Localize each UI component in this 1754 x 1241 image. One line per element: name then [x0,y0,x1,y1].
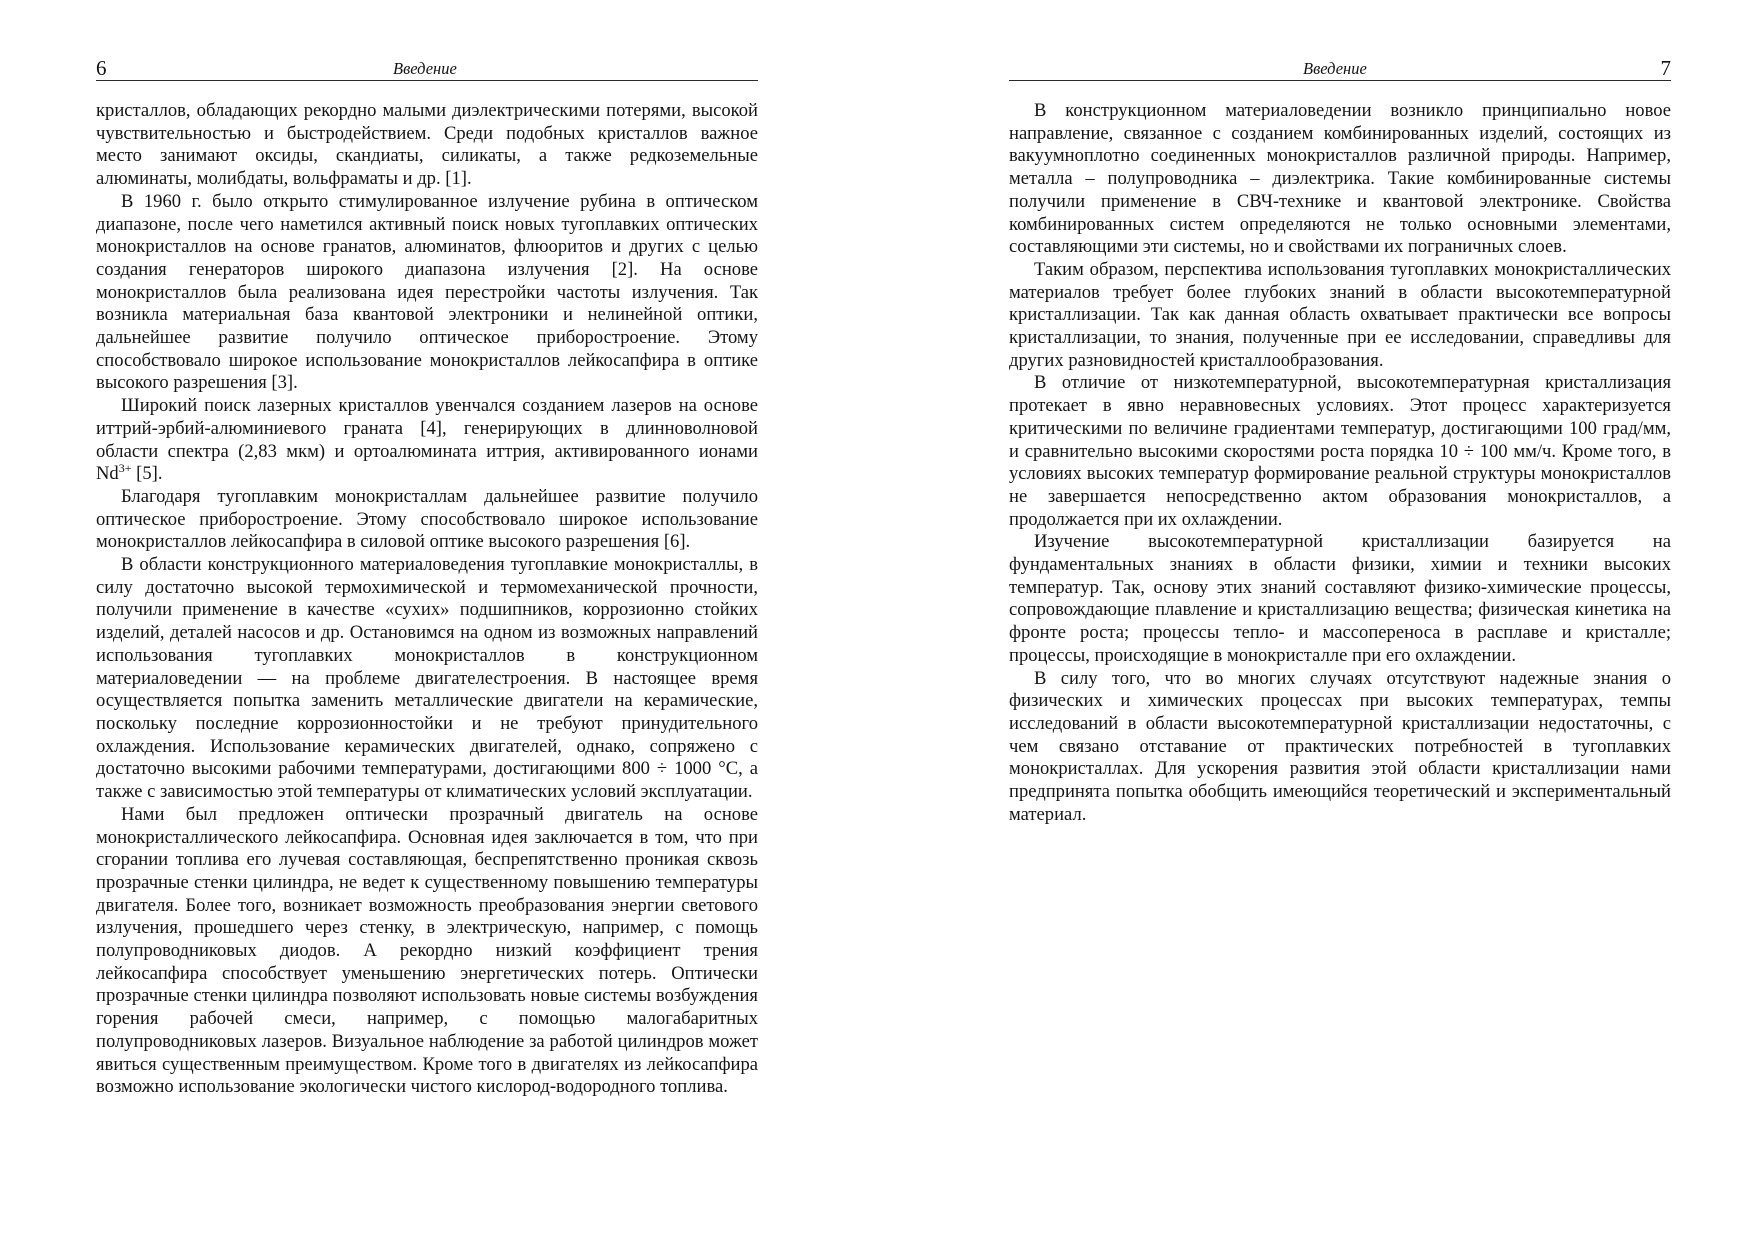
running-head [1009,52,1671,81]
paragraph-text: Широкий поиск лазерных кристаллов увенчался созданием лазеров на основе иттрий-эрбий-алюминиевого граната [4], генерирующих в длинноволновой области спектра (2,83 мкм) и ортоалюмината иттрия, активированного ионами Nd [96,395,758,485]
running-title: Введение [393,59,457,78]
body-text [1009,100,1671,827]
paragraph [96,395,758,486]
paragraph: Благодаря тугоплавким монокристаллам дальнейшее развитие получило оптическое приборостроение. Этому способствовало широкое использование монокристаллов лейкосапфира в силовой оптике высокого разрешения [6]. [96,485,758,553]
paragraph-text-tail: [5]. [131,463,163,485]
page-number: 7 [1660,56,1671,80]
running-head [96,52,758,81]
paragraph: В 1960 г. было открыто стимулированное излучение рубина в оптическом диапазоне, после чего наметился активный поиск новых тугоплавких оптических монокристаллов на основе гранатов, алюминатов, флюоритов и других с целью создания генераторов широкого диапазона излучения [2]. На основе монокристаллов была реализована идея перестройки частоты излучения. Так возникла материальная база квантовой электроники и нелинейной оптики, дальнейшее развитие получило оптическое приборостроение. Этому способствовало широкое использование монокристаллов лейкосапфира в оптике высокого разрешения [3]. [96,190,758,394]
paragraph: кристаллов, обладающих рекордно малыми диэлектрическими потерями, высокой чувствительностью и быстродействием. Среди подобных кристаллов важное место занимают оксиды, скандиаты, силикаты, а также редкоземельные алюминаты, молибдаты, вольфраматы и др. [1]. [96,100,758,190]
body-text [96,100,758,1099]
paragraph: В отличие от низкотемпературной, высокотемпературная кристаллизация протекает в явно неравновесных условиях. Этот процесс характеризуется критическими по величине градиентами температур, достигающими 100 град/мм, и сравнительно высокими скоростями роста порядка 10 ÷ 100 мм/ч. Кроме того, в условиях высоких температур формирование реальной структуры монокристаллов не завершается непосредственно актом образования монокристаллов, а продолжается при их охлаждении. [1009,372,1671,530]
running-title: Введение [1303,59,1367,78]
right-page [1009,52,1671,827]
left-page [96,52,758,1099]
paragraph: Нами был предложен оптически прозрачный двигатель на основе монокристаллического лейкосапфира. Основная идея заключается в том, что при сгорании топлива его лучевая составляющая, беспрепятственно проникая сквозь прозрачные стенки цилиндра, не ведет к существенному повышению температуры двигателя. Более того, возникает возможность преобразования энергии светового излучения, прошедшего через стенку, в электрическую, например, с помощь полупроводниковых диодов. А рекордно низкий коэффициент трения лейкосапфира способствует уменьшению энергетических потерь. Оптически прозрачные стенки цилиндра позволяют использовать новые системы возбуждения горения рабочей смеси, например, с помощью малогабаритных полупроводниковых лазеров. Визуальное наблюдение за работой цилиндров может явиться существенным преимуществом. Кроме того в двигателях из лейкосапфира возможно использование экологически чистого кислород-водородного топлива. [96,803,758,1098]
paragraph: В силу того, что во многих случаях отсутствуют надежные знания о физических и химических процессах при высоких температурах, темпы исследований в области высокотемпературной кристаллизации недостаточны, с чем связано отставание от практических потребностей в тугоплавких монокристаллах. Для ускорения развития этой области кристаллизации нами предпринята попытка обобщить имеющийся теоретический и экспериментальный материал. [1009,667,1671,825]
superscript: 3+ [118,461,132,476]
paragraph: Изучение высокотемпературной кристаллизации базируется на фундаментальных знаниях в области физики, химии и техники высоких температур. Так, основу этих знаний составляют физико-химические процессы, сопровождающие плавление и кристаллизацию вещества; физическая кинетика на фронте роста; процессы тепло- и массопереноса в расплаве и кристалле; процессы, происходящие в монокристалле при его охлаждении. [1009,531,1671,666]
paragraph: В конструкционном материаловедении возникло принципиально новое направление, связанное с созданием комбинированных изделий, состоящих из вакуумноплотно соединенных монокристаллов различной природы. Например, металла – полупроводника – диэлектрика. Такие комбинированные системы получили применение в СВЧ-технике и квантовой электронике. Свойства комбинированных систем определяются не только основными элементами, составляющими эти системы, но и свойствами их пограничных слоев. [1009,100,1671,258]
page-number: 6 [96,56,107,80]
paragraph: В области конструкционного материаловедения тугоплавкие монокристаллы, в силу достаточно высокой термохимической и термомеханической прочности, получили применение в качестве «сухих» подшипников, коррозионно стойких изделий, деталей насосов и др. Остановимся на одном из возможных направлений использования тугоплавких монокристаллов в конструкционном материаловедении — на проблеме двигателестроения. В настоящее время осуществляется попытка заменить металлические двигатели на керамические, поскольку последние коррозионностойки и не требуют принудительного охлаждения. Использование керамических двигателей, однако, сопряжено с достаточно высокими рабочими температурами, достигающими 800 ÷ 1000 °C, а также с зависимостью этой температуры от климатических условий эксплуатации. [96,554,758,803]
paragraph: Таким образом, перспектива использования тугоплавких монокристаллических материалов требует более глубоких знаний в области высокотемпературной кристаллизации. Так как данная область охватывает практически все вопросы кристаллизации, то знания, полученные при ее исследовании, справедливы для других разновидностей кристаллообразования. [1009,258,1671,371]
